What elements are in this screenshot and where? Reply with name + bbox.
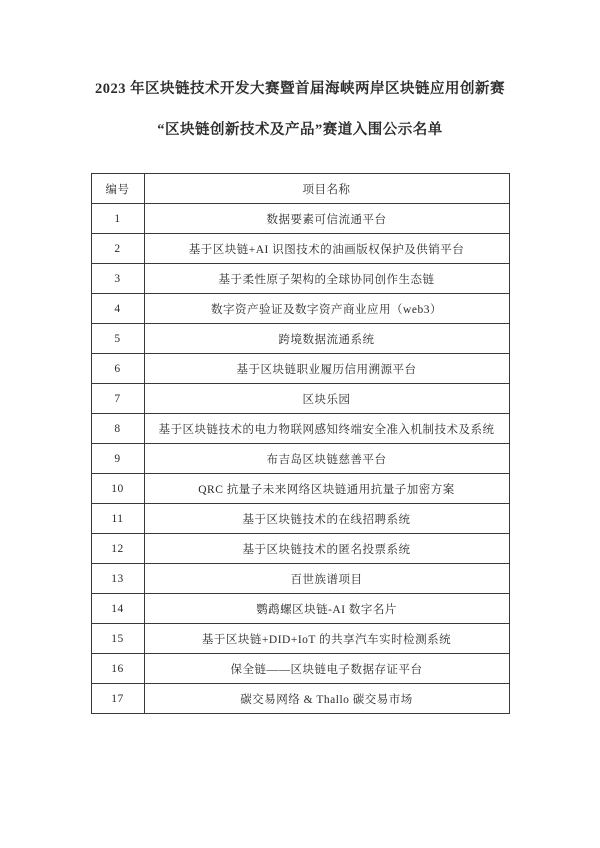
project-name-cell: 基于区块链+DID+IoT 的共享汽车实时检测系统: [144, 624, 509, 654]
table-row: [91, 354, 509, 384]
row-number-cell: 11: [91, 504, 144, 534]
row-number-cell: 3: [91, 264, 144, 294]
project-name-cell: 基于区块链技术的电力物联网感知终端安全准入机制技术及系统: [144, 414, 509, 444]
row-number-cell: 10: [91, 474, 144, 504]
project-name-cell: 鹦鹉螺区块链-AI 数字名片: [144, 594, 509, 624]
header-row: [91, 174, 509, 204]
table-row: [91, 654, 509, 684]
table-row: [91, 234, 509, 264]
project-name-cell: 基于柔性原子架构的全球协同创作生态链: [144, 264, 509, 294]
project-name-cell: 基于区块链+AI 识图技术的油画版权保护及供销平台: [144, 234, 509, 264]
table-row: [91, 684, 509, 714]
table-row: [91, 204, 509, 234]
table-row: [91, 414, 509, 444]
project-name-cell: 跨境数据流通系统: [144, 324, 509, 354]
row-number-cell: 7: [91, 384, 144, 414]
table-row: [91, 564, 509, 594]
project-name-cell: 保全链——区块链电子数据存证平台: [144, 654, 509, 684]
project-name-cell: 区块乐园: [144, 384, 509, 414]
project-name-cell: 基于区块链职业履历信用溯源平台: [144, 354, 509, 384]
row-number-cell: 13: [91, 564, 144, 594]
header-cell-no: 编号: [91, 174, 144, 204]
projects-table-head: [91, 174, 509, 204]
row-number-cell: 8: [91, 414, 144, 444]
project-name-cell: 数据要素可信流通平台: [144, 204, 509, 234]
project-name-cell: 基于区块链技术的匿名投票系统: [144, 534, 509, 564]
table-row: [91, 324, 509, 354]
row-number-cell: 14: [91, 594, 144, 624]
document-title-line1: 2023 年区块链技术开发大赛暨首届海峡两岸区块链应用创新赛: [94, 81, 506, 97]
table-row: [91, 474, 509, 504]
row-number-cell: 12: [91, 534, 144, 564]
project-name-cell: 布吉岛区块链慈善平台: [144, 444, 509, 474]
project-name-cell: QRC 抗量子未来网络区块链通用抗量子加密方案: [144, 474, 509, 504]
document-title-line2: “区块链创新技术及产品”赛道入围公示名单: [157, 121, 443, 138]
project-name-cell: 百世族谱项目: [144, 564, 509, 594]
projects-table: [91, 173, 510, 714]
table-row: [91, 294, 509, 324]
row-number-cell: 5: [91, 324, 144, 354]
table-row: [91, 444, 509, 474]
project-name-cell: 基于区块链技术的在线招聘系统: [144, 504, 509, 534]
table-row: [91, 504, 509, 534]
table-row: [91, 594, 509, 624]
table-row: [91, 384, 509, 414]
table-row: [91, 534, 509, 564]
project-name-cell: 碳交易网络 & Thallo 碳交易市场: [144, 684, 509, 714]
row-number-cell: 9: [91, 444, 144, 474]
header-cell-name: 项目名称: [144, 174, 509, 204]
row-number-cell: 15: [91, 624, 144, 654]
projects-table-body: [91, 204, 509, 714]
table-row: [91, 624, 509, 654]
row-number-cell: 1: [91, 204, 144, 234]
project-name-cell: 数字资产验证及数字资产商业应用（web3）: [144, 294, 509, 324]
row-number-cell: 2: [91, 234, 144, 264]
row-number-cell: 17: [91, 684, 144, 714]
row-number-cell: 4: [91, 294, 144, 324]
row-number-cell: 6: [91, 354, 144, 384]
table-row: [91, 264, 509, 294]
row-number-cell: 16: [91, 654, 144, 684]
